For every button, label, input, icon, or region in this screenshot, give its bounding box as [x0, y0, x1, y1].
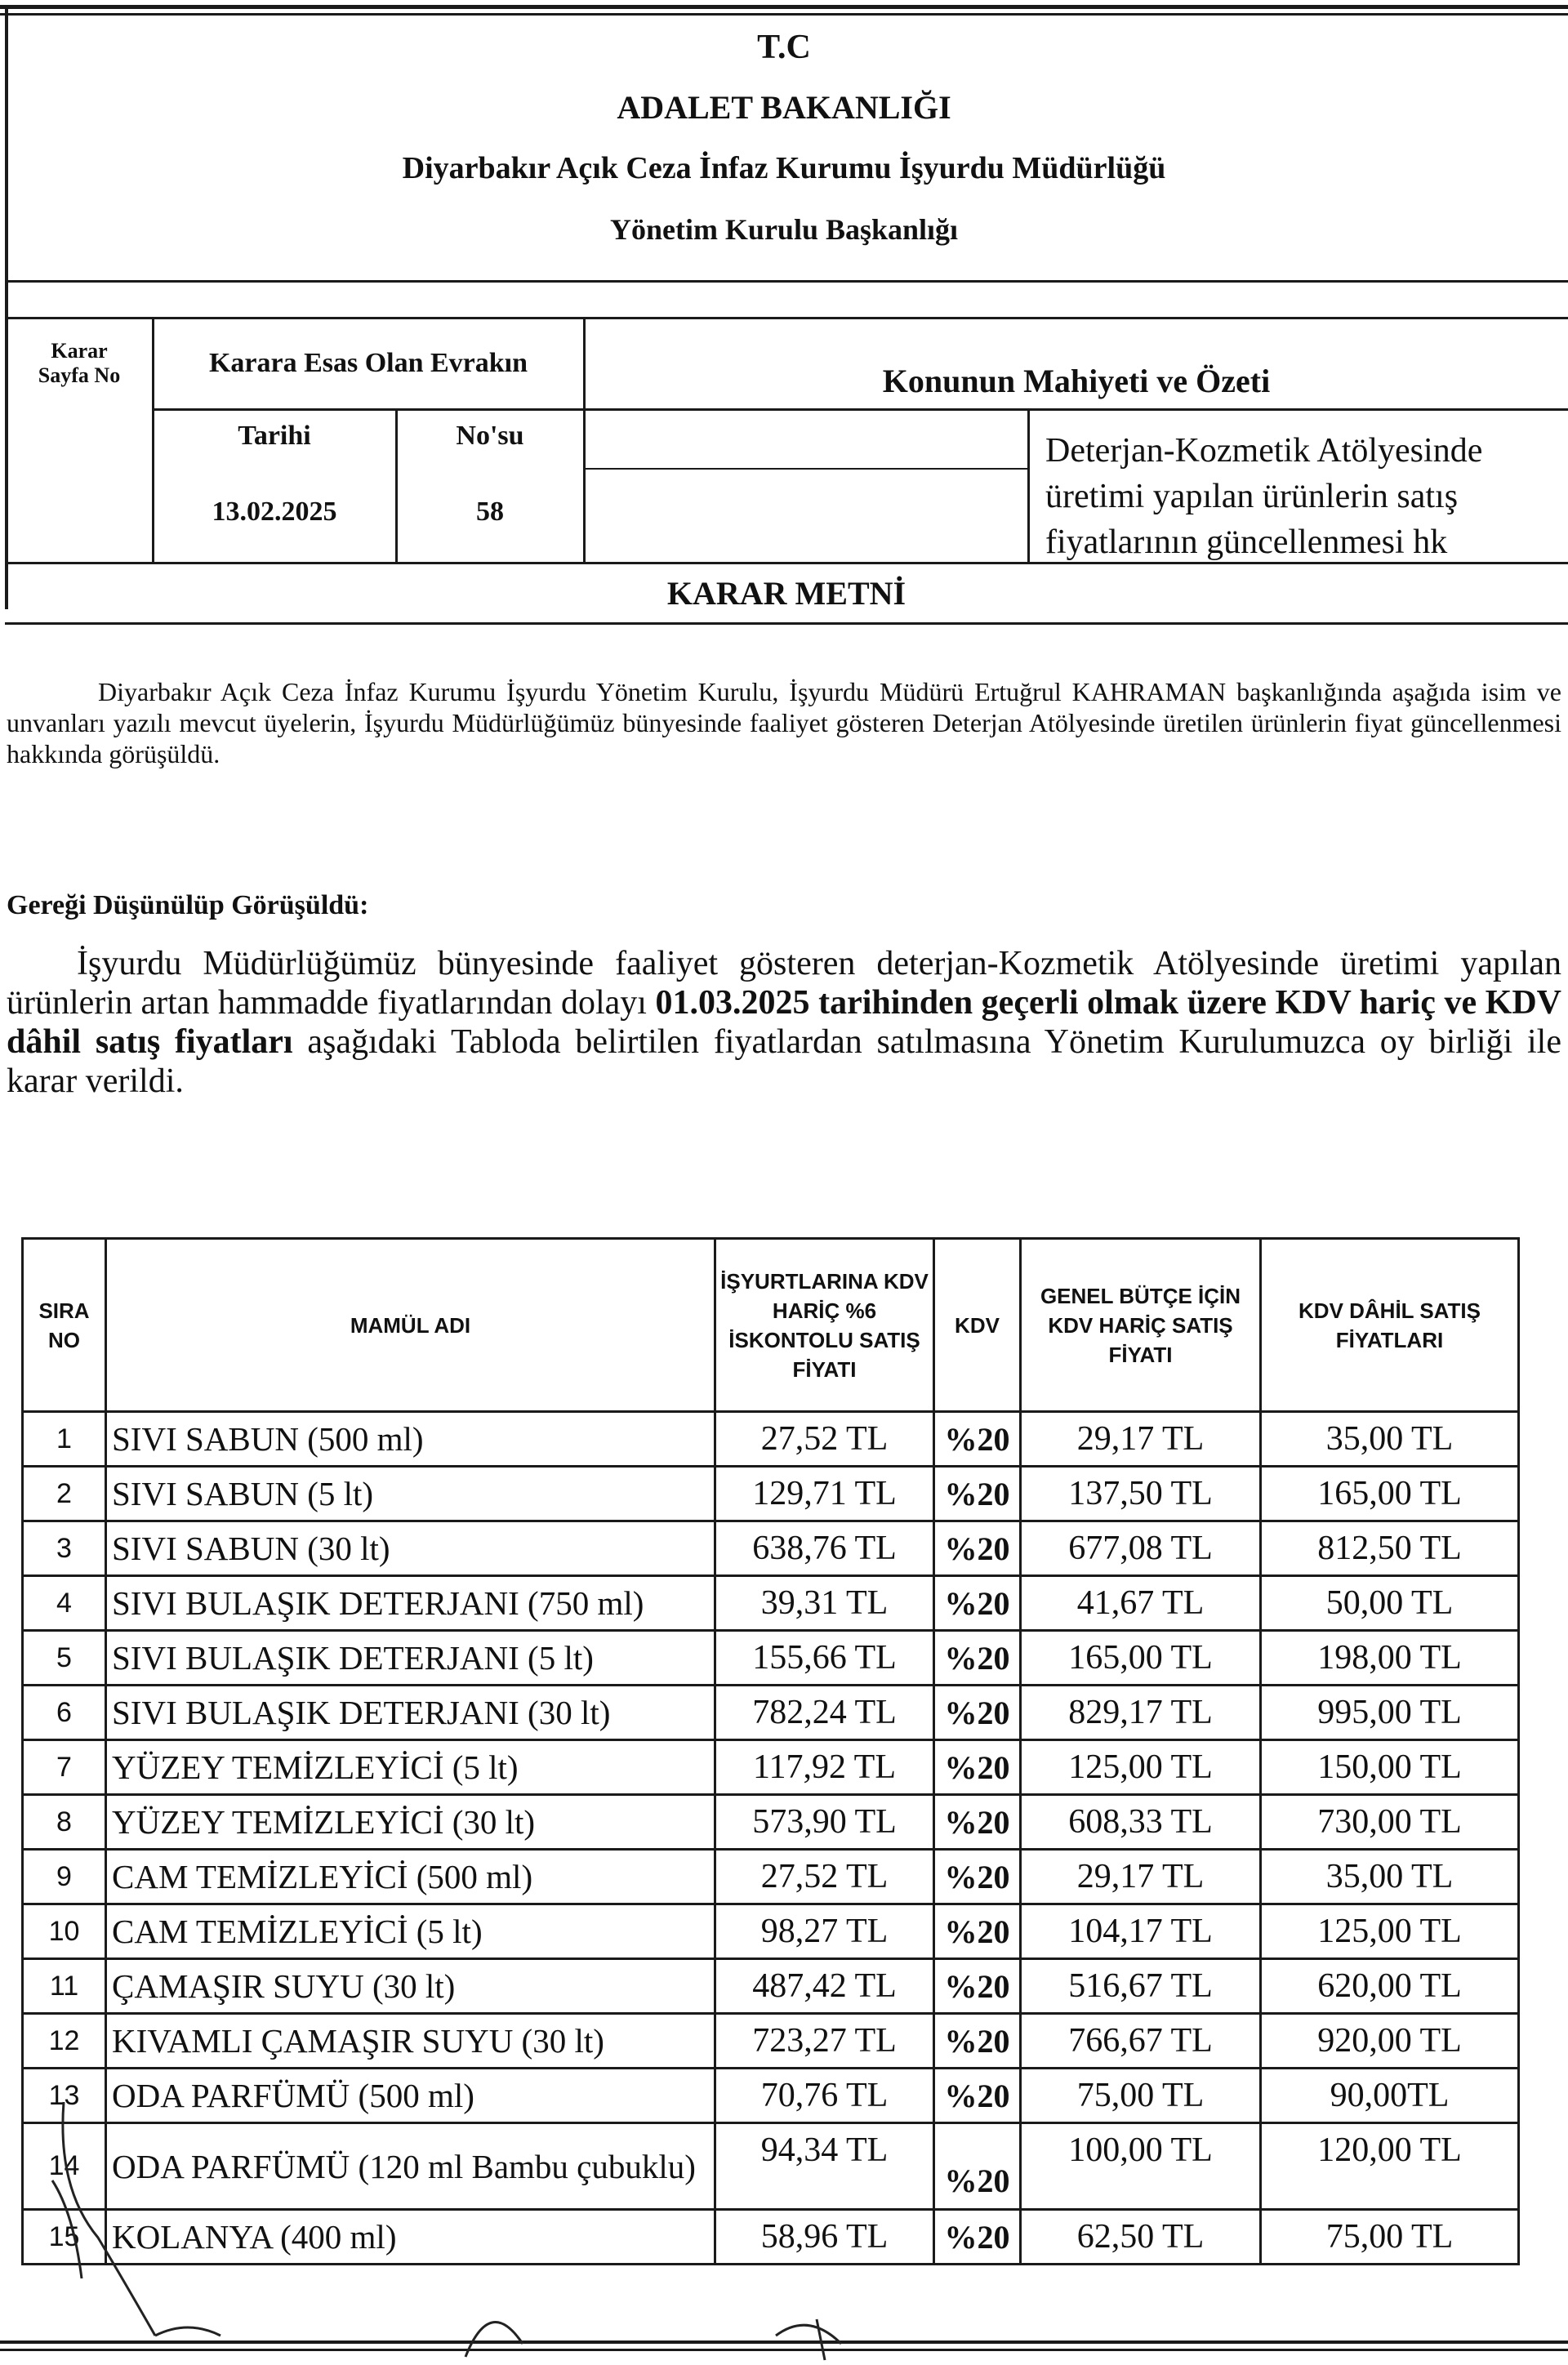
col-header-genel-butce-price: GENEL BÜTÇE İÇİN KDV HARİÇ SATIŞ FİYATI	[1021, 1239, 1261, 1412]
row-no: 9	[23, 1850, 106, 1904]
row-no: 2	[23, 1467, 106, 1521]
table-row	[23, 1576, 1519, 1631]
genel-butce-price: 125,00 TL	[1021, 1740, 1261, 1795]
kdv-dahil-price: 35,00 TL	[1261, 1850, 1519, 1904]
product-name: KIVAMLI ÇAMAŞIR SUYU (30 lt)	[106, 2014, 715, 2069]
kdv-dahil-price: 812,50 TL	[1261, 1521, 1519, 1576]
product-name: YÜZEY TEMİZLEYİCİ (30 lt)	[106, 1795, 715, 1850]
isyurt-price: 155,66 TL	[715, 1631, 934, 1686]
row-no: 3	[23, 1521, 106, 1576]
genel-butce-price: 766,67 TL	[1021, 2014, 1261, 2069]
info-table-bottom	[5, 622, 1568, 625]
kdv-rate: %20	[934, 1576, 1021, 1631]
kdv-dahil-price: 150,00 TL	[1261, 1740, 1519, 1795]
isyurt-price: 70,76 TL	[715, 2069, 934, 2123]
decision-text-a: İşyurdu Müdürlüğümüz bünyesinde faaliyet gösteren deterjan-Kozmetik Atölyesinde üretimi yapılan ürünlerin artan hammadde fiyatlarından dolayı	[7, 945, 1561, 1022]
isyurt-price: 58,96 TL	[715, 2210, 934, 2265]
product-name: ODA PARFÜMÜ (120 ml Bambu çubuklu)	[106, 2123, 715, 2210]
kdv-dahil-price: 198,00 TL	[1261, 1631, 1519, 1686]
top-border-inner	[0, 13, 1568, 16]
kdv-dahil-price: 620,00 TL	[1261, 1959, 1519, 2014]
genel-butce-price: 608,33 TL	[1021, 1795, 1261, 1850]
row-no: 6	[23, 1686, 106, 1740]
product-name: SIVI BULAŞIK DETERJANI (30 lt)	[106, 1686, 715, 1740]
genel-butce-price: 829,17 TL	[1021, 1686, 1261, 1740]
top-border	[0, 5, 1568, 9]
row-no: 1	[23, 1412, 106, 1467]
isyurt-price: 638,76 TL	[715, 1521, 934, 1576]
kdv-rate: %20	[934, 2210, 1021, 2265]
isyurt-price: 94,34 TL	[715, 2123, 934, 2210]
konu-header: Konunun Mahiyeti ve Özeti	[882, 362, 1271, 399]
kdv-dahil-price: 50,00 TL	[1261, 1576, 1519, 1631]
no-label: No'su	[456, 421, 524, 451]
info-vline2	[395, 408, 398, 562]
kdv-rate: %20	[934, 1850, 1021, 1904]
genel-butce-price: 41,67 TL	[1021, 1576, 1261, 1631]
table-row	[23, 1959, 1519, 2014]
genel-butce-price: 677,08 TL	[1021, 1521, 1261, 1576]
decision-text-bold: 01.03.2025 tarihinden geçerli olmak üzere KDV hariç ve KDV dâhil satış fiyatları	[7, 984, 1561, 1061]
isyurt-price: 487,42 TL	[715, 1959, 934, 2014]
decision-intro-paragraph: Diyarbakır Açık Ceza İnfaz Kurumu İşyurdu Yönetim Kurulu, İşyurdu Müdürü Ertuğrul KAHRAMAN başkanlığında aşağıda isim ve unvanları yazılı mevcut üyelerin, İşyurdu Müdürlüğümüz bünyesinde faaliyet gösteren Deterjan Atölyesinde üretilen ürünlerin fiyat güncellenmesi hakkında görüşüldü.	[7, 677, 1561, 768]
isyurt-price: 117,92 TL	[715, 1740, 934, 1795]
kdv-dahil-price: 35,00 TL	[1261, 1412, 1519, 1467]
product-name: ÇAMAŞIR SUYU (30 lt)	[106, 1959, 715, 2014]
karar-metni-title: KARAR METNİ	[666, 574, 906, 612]
genel-butce-price: 62,50 TL	[1021, 2210, 1261, 2265]
genel-butce-price: 29,17 TL	[1021, 1412, 1261, 1467]
row-no: 13	[23, 2069, 106, 2123]
konu-summary	[1045, 428, 1482, 565]
header-ministry: ADALET BAKANLIĞI	[617, 89, 951, 126]
karara-esas-label: Karara Esas Olan Evrakın	[208, 348, 528, 378]
kdv-rate: %20	[934, 1521, 1021, 1576]
row-no: 7	[23, 1740, 106, 1795]
isyurt-price: 27,52 TL	[715, 1850, 934, 1904]
decision-text-c: aşağıdaki Tabloda belirtilen fiyatlardan satılmasına Yönetim Kurulumuzca oy birliği ile karar verildi.	[7, 1023, 1561, 1100]
genel-butce-price: 165,00 TL	[1021, 1631, 1261, 1686]
signature-scribble	[0, 2091, 1143, 2365]
kdv-dahil-price: 75,00 TL	[1261, 2210, 1519, 2265]
konu-line3: fiyatlarının güncellenmesi hk	[1045, 523, 1448, 561]
karar-sayfa-no-label: Karar Sayfa No	[38, 339, 121, 387]
info-vline3	[583, 317, 586, 562]
konu-line1: Deterjan-Kozmetik Atölyesinde	[1045, 432, 1483, 470]
product-name: YÜZEY TEMİZLEYİCİ (5 lt)	[106, 1740, 715, 1795]
kdv-rate: %20	[934, 1467, 1021, 1521]
kdv-rate: %20	[934, 1740, 1021, 1795]
kdv-rate: %20	[934, 1959, 1021, 2014]
table-row	[23, 1412, 1519, 1467]
table-row	[23, 1631, 1519, 1686]
isyurt-price: 39,31 TL	[715, 1576, 934, 1631]
table-row	[23, 1467, 1519, 1521]
genel-butce-price: 75,00 TL	[1021, 2069, 1261, 2123]
product-name: CAM TEMİZLEYİCİ (500 ml)	[106, 1850, 715, 1904]
kdv-dahil-price: 920,00 TL	[1261, 2014, 1519, 2069]
table-row	[23, 1740, 1519, 1795]
kdv-dahil-price: 90,00TL	[1261, 2069, 1519, 2123]
row-no: 4	[23, 1576, 106, 1631]
kdv-dahil-price: 120,00 TL	[1261, 2123, 1519, 2210]
kdv-dahil-price: 165,00 TL	[1261, 1467, 1519, 1521]
kdv-dahil-price: 125,00 TL	[1261, 1904, 1519, 1959]
isyurt-price: 782,24 TL	[715, 1686, 934, 1740]
genel-butce-price: 29,17 TL	[1021, 1850, 1261, 1904]
header-board: Yönetim Kurulu Başkanlığı	[609, 213, 959, 246]
header-tc: T.C	[757, 29, 811, 66]
kdv-dahil-price: 730,00 TL	[1261, 1795, 1519, 1850]
col-header-kdv-dahil-price: KDV DÂHİL SATIŞ FİYATLARI	[1261, 1239, 1519, 1412]
kdv-rate: %20	[934, 2069, 1021, 2123]
tarih-value: 13.02.2025	[212, 497, 337, 527]
info-table-top	[5, 317, 1568, 319]
product-name: KOLANYA (400 ml)	[106, 2210, 715, 2265]
genel-butce-price: 516,67 TL	[1021, 1959, 1261, 2014]
product-name: SIVI BULAŞIK DETERJANI (750 ml)	[106, 1576, 715, 1631]
kdv-rate: %20	[934, 2123, 1021, 2210]
isyurt-price: 129,71 TL	[715, 1467, 934, 1521]
table-row	[23, 1521, 1519, 1576]
row-no: 5	[23, 1631, 106, 1686]
info-vline1	[152, 317, 154, 562]
table-row	[23, 1795, 1519, 1850]
genel-butce-price: 137,50 TL	[1021, 1467, 1261, 1521]
col-header-isyurt-price: İŞYURTLARINA KDV HARİÇ %6 İSKONTOLU SATIŞ FİYATI	[715, 1239, 934, 1412]
deliberation-heading: Gereği Düşünülüp Görüşüldü:	[7, 890, 369, 920]
col-header-mamul-adi: MAMÜL ADI	[106, 1239, 715, 1412]
header-institution: Diyarbakır Açık Ceza İnfaz Kurumu İşyurdu Müdürlüğü	[402, 151, 1166, 185]
row-no: 10	[23, 1904, 106, 1959]
kdv-rate: %20	[934, 1795, 1021, 1850]
isyurt-price: 27,52 TL	[715, 1412, 934, 1467]
col-header-kdv: KDV	[934, 1239, 1021, 1412]
row-no: 14	[23, 2123, 106, 2210]
kdv-rate: %20	[934, 1412, 1021, 1467]
isyurt-price: 98,27 TL	[715, 1904, 934, 1959]
row-no: 11	[23, 1959, 106, 2014]
col-header-sira-no: SIRA NO	[23, 1239, 106, 1412]
kdv-rate: %20	[934, 1904, 1021, 1959]
tarihi-label: Tarihi	[238, 421, 311, 451]
kdv-dahil-price: 995,00 TL	[1261, 1686, 1519, 1740]
product-name: SIVI SABUN (30 lt)	[106, 1521, 715, 1576]
table-row	[23, 1686, 1519, 1740]
kdv-rate: %20	[934, 1686, 1021, 1740]
product-name: SIVI BULAŞIK DETERJANI (5 lt)	[106, 1631, 715, 1686]
genel-butce-price: 104,17 TL	[1021, 1904, 1261, 1959]
table-row	[23, 2014, 1519, 2069]
kdv-rate: %20	[934, 1631, 1021, 1686]
row-no: 12	[23, 2014, 106, 2069]
table-row	[23, 1904, 1519, 1959]
kdv-rate: %20	[934, 2014, 1021, 2069]
product-name: ODA PARFÜMÜ (500 ml)	[106, 2069, 715, 2123]
isyurt-price: 573,90 TL	[715, 1795, 934, 1850]
decision-paragraph	[7, 944, 1561, 1101]
row-no: 15	[23, 2210, 106, 2265]
genel-butce-price: 100,00 TL	[1021, 2123, 1261, 2210]
product-name: SIVI SABUN (5 lt)	[106, 1467, 715, 1521]
header-divider	[5, 280, 1568, 283]
isyurt-price: 723,27 TL	[715, 2014, 934, 2069]
info-row-line-mid	[585, 468, 1029, 470]
product-name: CAM TEMİZLEYİCİ (5 lt)	[106, 1904, 715, 1959]
konu-line2: üretimi yapılan ürünlerin satış	[1045, 478, 1459, 515]
table-row	[23, 1850, 1519, 1904]
product-name: SIVI SABUN (500 ml)	[106, 1412, 715, 1467]
row-no: 8	[23, 1795, 106, 1850]
no-value: 58	[476, 497, 504, 527]
